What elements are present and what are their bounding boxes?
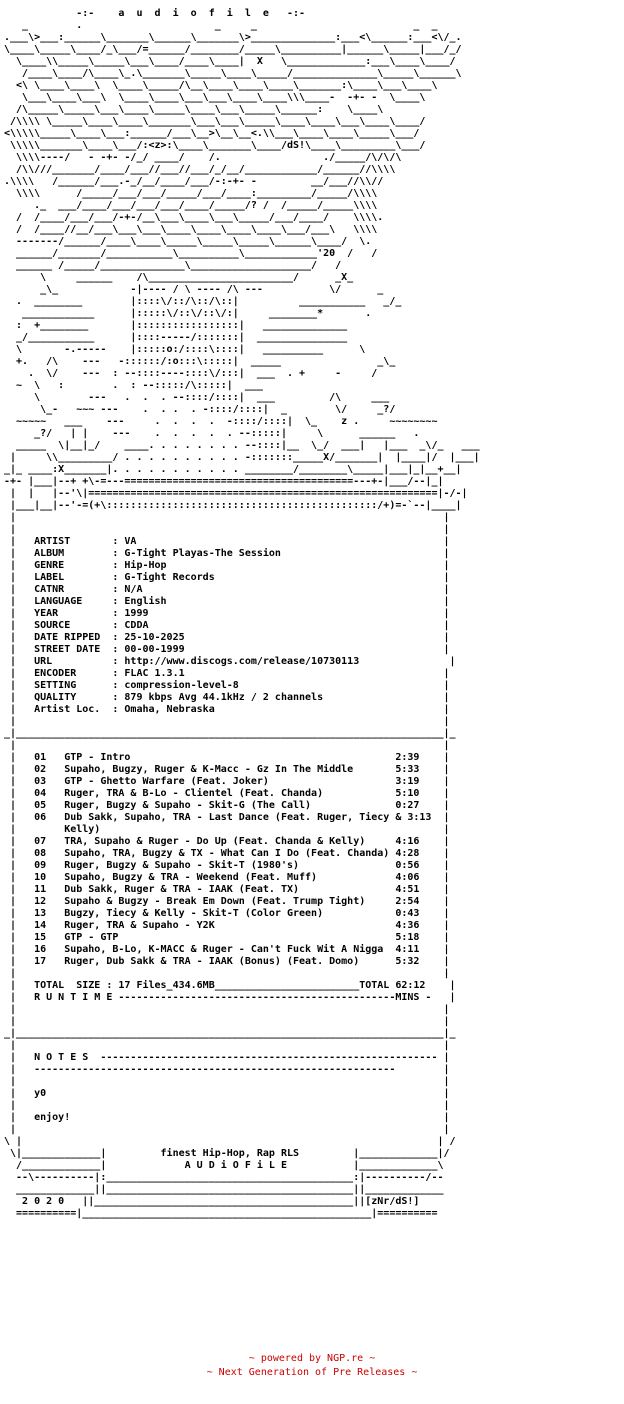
nfo-line: \ --- . . . --::::/::::| ___ /\ ___ <box>4 392 390 403</box>
nfo-line: .\\\\ /______/___.-_/__/____/___/-:-+- - __/___//\\// <box>4 176 384 187</box>
nfo-line: /_____________| A U D i O F i L E |_____________\ <box>4 1160 444 1171</box>
nfo-line: -:- a u d i o f i l e -:- <box>4 8 306 19</box>
nfo-line: _____________||_________________________________________||_____________ <box>4 1184 444 1195</box>
nfo-line: | ENCODER : FLAC 1.3.1 | <box>4 668 450 679</box>
nfo-line: | STREET DATE : 00-00-1999 | <box>4 644 450 655</box>
nfo-line: | Kelly) | <box>4 824 450 835</box>
nfo-line: \____\_____\____/_\___/=______/________/_____\__________|______\_____|___/_/ <box>4 44 462 55</box>
nfo-line: / /____/___/___/-+-/__\___\____\___\_____/___/____/ \\\\. <box>4 212 384 223</box>
nfo-line: | YEAR : 1999 | <box>4 608 450 619</box>
nfo-line: | 02 Supaho, Bugzy, Ruger & K-Macc - Gz In The Middle 5:33 | <box>4 764 450 775</box>
nfo-line: | 11 Dub Sakk, Ruger & TRA - IAAK (Feat. TX) 4:51 | <box>4 884 450 895</box>
nfo-line: ______/_______/___________\__________\____________'20 / / <box>4 248 378 259</box>
nfo-line: |___|__|--'-=(+\:::::::::::::::::::::::::::::::::::::::::::::/+)=-`--|____| <box>4 500 462 511</box>
nfo-line: | 10 Supaho, Bugzy & TRA - Weekend (Feat. Muff) 4:06 | <box>4 872 450 883</box>
nfo-line: -+- |___|--+ +\-=---======================================---+-|___/--|_| <box>4 476 444 487</box>
nfo-line: <\ \____\____\ \____\_____/\__\____\____\____\_______:\____\___\____\ <box>4 80 438 91</box>
nfo-line: \ -.----- |:::::o:/::::\::::| __________ \ <box>4 344 366 355</box>
nfo-line: | | <box>4 1100 450 1111</box>
nfo-line: /\_____\_____\___\____\_____\____\___\_____\______: \____\ <box>4 104 384 115</box>
nfo-line: | ARTIST : VA | <box>4 536 450 547</box>
nfo-line: | | <box>4 1004 450 1015</box>
nfo-line: _|_______________________________________________________________________|_ <box>4 1028 456 1039</box>
nfo-line: | | <box>4 1124 450 1135</box>
nfo-line: | 09 Ruger, Bugzy & Supaho - Skit-T (1980's) 0:56 | <box>4 860 450 871</box>
nfo-line: | 01 GTP - Intro 2:39 | <box>4 752 450 763</box>
nfo-line: | 12 Supaho & Bugzy - Break Em Down (Feat. Trump Tight) 2:54 | <box>4 896 450 907</box>
nfo-line: | enjoy! | <box>4 1112 450 1123</box>
nfo-line: \ ______ /\________________________/ _X_ <box>4 272 354 283</box>
nfo-line: | DATE RIPPED : 25-10-2025 | <box>4 632 450 643</box>
nfo-line: | R U N T I M E ----------------------------------------------MINS - | <box>4 992 456 1003</box>
nfo-line: | ------------------------------------------------------------ | <box>4 1064 450 1075</box>
nfo-line: | 15 GTP - GTP 5:18 | <box>4 932 450 943</box>
nfo-line: . \/ --- : --::::----::::\/:::| ___ . + - / <box>4 368 378 379</box>
nfo-line: | | <box>4 740 450 751</box>
nfo-line: | 13 Bugzy, Tiecy & Kelly - Skit-T (Color Green) 0:43 | <box>4 908 450 919</box>
nfo-line: | | <box>4 524 450 535</box>
nfo-line: | Artist Loc. : Omaha, Nebraska | <box>4 704 450 715</box>
nfo-line: | LABEL : G-Tight Records | <box>4 572 450 583</box>
nfo-line: _|_______________________________________________________________________|_ <box>4 728 456 739</box>
nfo-line: --\----------|:_________________________________________:|----------/-- <box>4 1172 444 1183</box>
nfo-line: : +________ |:::::::::::::::::| ______________ <box>4 320 348 331</box>
nfo-line: _____ \|__|_/ ____. . . . . . . . --::::|__ \_/ ___| |___ _\/_ ___ <box>4 440 480 451</box>
nfo-line: | | <box>4 1040 450 1051</box>
nfo-line: \\\\----/ - -+- -/_/ ____/ /. ./_____/\/\/\ <box>4 152 402 163</box>
nfo-line: | 17 Ruger, Dub Sakk & TRA - IAAK (Bonus) (Feat. Domo) 5:32 | <box>4 956 450 967</box>
nfo-line: \\\\\_______\____\___/:<z>:\____\_______\____/dS!\____\_________\___/ <box>4 140 426 151</box>
nfo-line: | | <box>4 968 450 979</box>
nfo-line: ____________ |:::::\/::\/::\/:| ________* . <box>4 308 372 319</box>
nfo-line: _ . _ _ _ _ <box>4 20 438 31</box>
nfo-line: /\\///_______/____/___//___//___/_/__/____________/______//\\\\ <box>4 164 396 175</box>
nfo-line: \\\\ /_____/___/___/_____/___/____:_________/_____/\\\\ <box>4 188 378 199</box>
nfo-line: | y0 | <box>4 1088 450 1099</box>
nfo-line: 2 0 2 0 ||___________________________________________||[zNr/dS!] <box>4 1196 420 1207</box>
nfo-line: | 16 Supaho, B-Lo, K-MACC & Ruger - Can't Fuck Wit A Nigga 4:11 | <box>4 944 450 955</box>
nfo-line: _/___________ |::::-----/:::::::| _______________ <box>4 332 348 343</box>
nfo-line: | URL : http://www.discogs.com/release/10730113 | <box>4 656 456 667</box>
nfo-line: \ | | / <box>4 1136 456 1147</box>
nfo-line: \_- ~~~ --- . . . . -::::/::::| _ \/ _?/ <box>4 404 396 415</box>
nfo-line: | 03 GTP - Ghetto Warfare (Feat. Joker) 3:19 | <box>4 776 450 787</box>
nfo-line: | SETTING : compression-level-8 | <box>4 680 450 691</box>
nfo-line: | | |--'\|==========================================================|-/-| <box>4 488 468 499</box>
nfo-line: | | <box>4 512 450 523</box>
nfo-line: | 08 Supaho, TRA, Bugzy & TX - What Can I Do (Feat. Chanda) 4:28 | <box>4 848 450 859</box>
nfo-line: | 04 Ruger, TRA & B-Lo - Clientel (Feat. Chanda) 5:10 | <box>4 788 450 799</box>
nfo-line: \|_____________| finest Hip-Hop, Rap RLS |_____________|/ <box>4 1148 450 1159</box>
nfo-line: | | <box>4 716 450 727</box>
nfo-line: ._ ___/____/___/___/___/____/_____/? / /_____/_____\\\\ <box>4 200 378 211</box>
nfo-line: <\\\\\_____\____\___:______/___\__>\__\__<.\\___\____\____\_____\___/ <box>4 128 420 139</box>
nfo-line: ==========|________________________________________________|========== <box>4 1208 438 1219</box>
nfo-line: | ALBUM : G-Tight Playas-The Session | <box>4 548 450 559</box>
nfo-line: | N O T E S -------------------------------------------------------- | <box>4 1052 450 1063</box>
nfo-line: \____\\_____\_____\___\____/____\____| X \_____________:___\____\____/ <box>4 56 456 67</box>
footer <box>0 1352 624 1380</box>
nfo-line: -------/______/____\____\_____\_____\_____\______\____/ \. <box>4 236 372 247</box>
nfo-line: /\\\\ \_____\____\____\_______\___\___\_____\____\____\___\____\____/ <box>4 116 426 127</box>
nfo-line: +. /\ --- -::::::/:o:::\:::::| _____ _\_ <box>4 356 396 367</box>
nfo-line: | 06 Dub Sakk, Supaho, TRA - Last Dance (Feat. Ruger, Tiecy & 3:13 | <box>4 812 450 823</box>
nfo-line: ~~~~~ ___ --- . . . . -::::/::::| \_ z . ~~~~~~~~ <box>4 416 438 427</box>
footer-tagline: ~ Next Generation of Pre Releases ~ <box>206 1367 418 1378</box>
nfo-line: . ________ |::::\/::/\::/\::| ___________ _/_ <box>4 296 402 307</box>
nfo-line: _\_ -|---- / \ ---- /\ --- \/ _ <box>4 284 384 295</box>
nfo-line: .___\>___:______\_______\______\_______\>______________:___<\______:___<\/_. <box>4 32 462 43</box>
nfo-line: | TOTAL SIZE : 17 Files_434.6MB________________________TOTAL 62:12 | <box>4 980 456 991</box>
nfo-line: | \\_________/ . . . . . . . . . . -:::::::_____X/_______| |____|/ |___| <box>4 452 480 463</box>
nfo-line: | QUALITY : 879 kbps Avg 44.1kHz / 2 channels | <box>4 692 450 703</box>
nfo-line: | 07 TRA, Supaho & Ruger - Do Up (Feat. Chanda & Kelly) 4:16 | <box>4 836 450 847</box>
footer-powered-by: ~ powered by NGP.re ~ <box>248 1353 376 1364</box>
nfo-line: /____\____/\____\_.\_______\_____\____\_____/______________\_____\______\ <box>4 68 462 79</box>
nfo-ascii-art <box>4 8 480 1220</box>
nfo-line: | LANGUAGE : English | <box>4 596 450 607</box>
nfo-line: | GENRE : Hip-Hop | <box>4 560 450 571</box>
nfo-line: \___\____\___\ \____\____\___\___\____\____\\\____- -+- - \____\ <box>4 92 426 103</box>
nfo-line: | 05 Ruger, Bugzy & Supaho - Skit-G (The Call) 0:27 | <box>4 800 450 811</box>
nfo-line: ~ \ : . : --:::::/\:::::| ___ <box>4 380 263 391</box>
nfo-line: | | <box>4 1076 450 1087</box>
nfo-line: | CATNR : N/A | <box>4 584 450 595</box>
nfo-line: / /____//__/___\___\___\____\____\____\____\___/___\ \\\\ <box>4 224 378 235</box>
nfo-line: _|_ ____:X_______|. . . . . . . . . . . ________/________\_____|___|_|__+__| <box>4 464 462 475</box>
nfo-line: | 14 Ruger, TRA & Supaho - Y2K 4:36 | <box>4 920 450 931</box>
nfo-line: ______ /_____/______________\____________________/ / <box>4 260 342 271</box>
nfo-line: _?/ | | --- . . . . . --:::::| \ ______ . <box>4 428 420 439</box>
nfo-line: | SOURCE : CDDA | <box>4 620 450 631</box>
nfo-line: | | <box>4 1016 450 1027</box>
